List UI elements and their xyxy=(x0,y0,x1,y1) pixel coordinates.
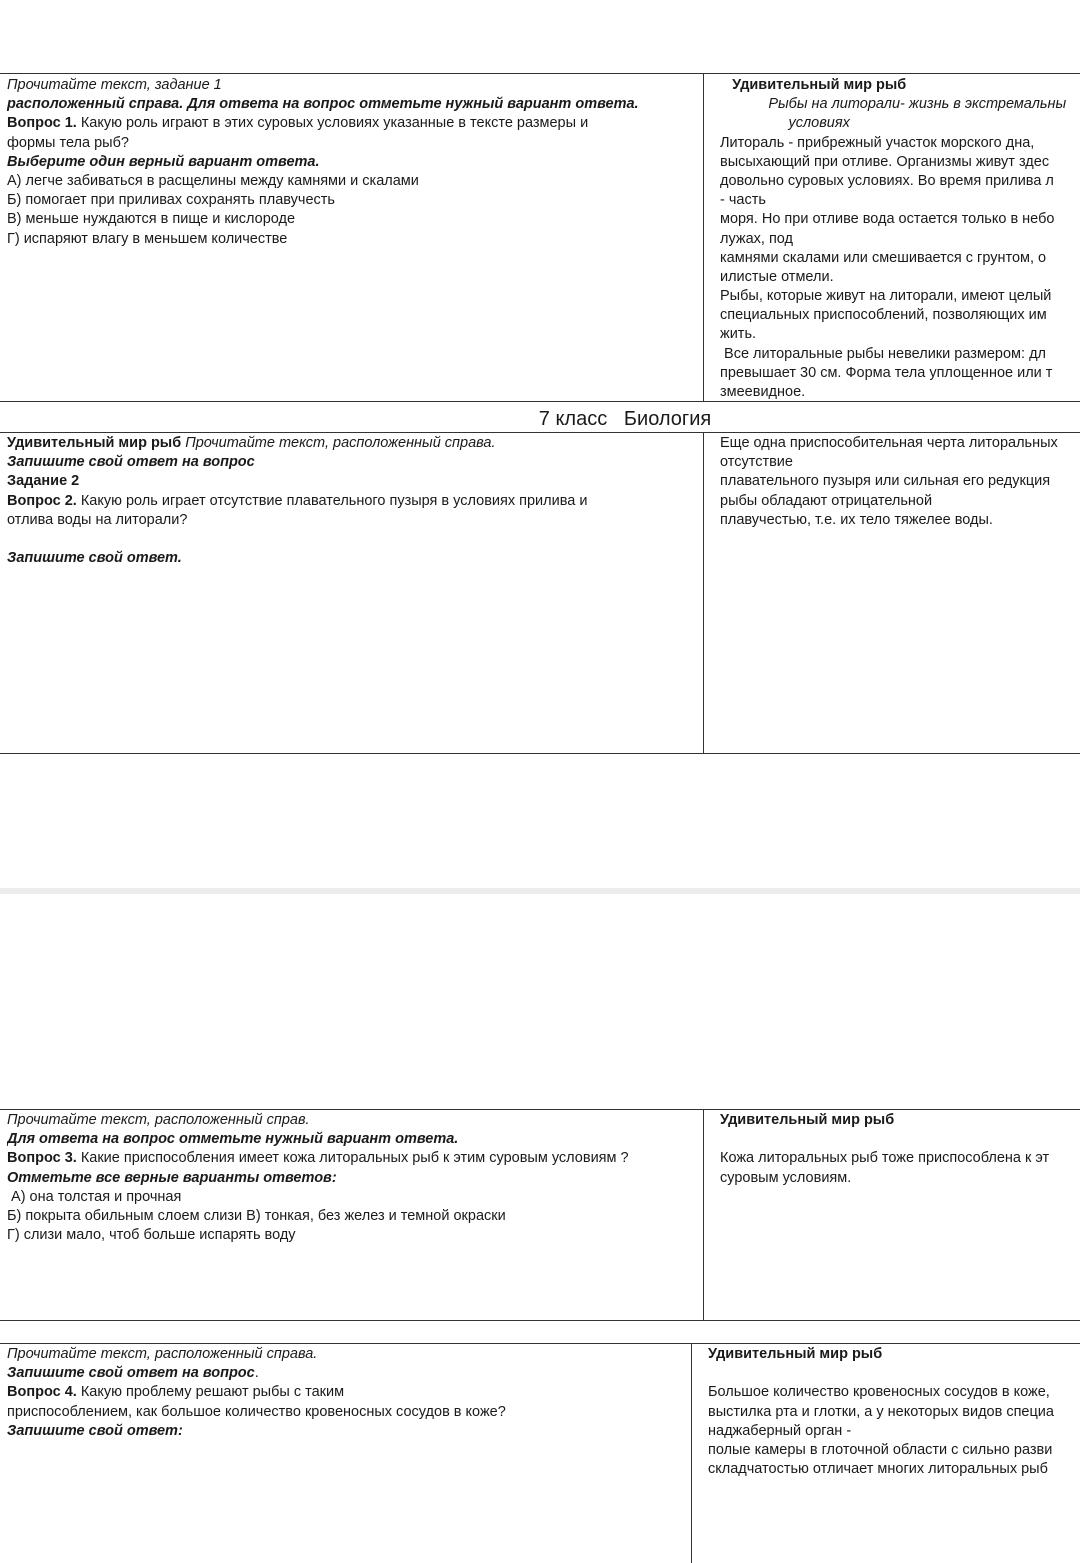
text-line xyxy=(720,511,1080,530)
text-line xyxy=(720,249,1080,268)
task-block-2 xyxy=(0,432,1080,754)
text-segment: Какие приспособления имеет кожа литоральных рыб к этим суровым условиям ? xyxy=(76,1150,629,1167)
text-segment: довольно суровых условиях. Во время прилива л xyxy=(720,172,1054,189)
text-segment: Удивительный мир рыб xyxy=(708,1346,883,1362)
text-segment: расположенный справа. Для ответа на вопрос отметьте нужный вариант ответа. xyxy=(7,96,639,113)
text-line xyxy=(7,191,697,210)
text-segment: Какую роль играют в этих суровых условиях указанные в тексте размеры и xyxy=(76,115,589,132)
text-segment: Запишите свой ответ: xyxy=(7,1422,183,1439)
text-line xyxy=(7,210,697,229)
text-segment: суровым условиям. xyxy=(720,1169,852,1186)
text-segment: Все литоральные рыбы невелики размером: дл xyxy=(720,345,1047,362)
page-separator xyxy=(0,888,1080,894)
text-segment: Рыбы на литорали- жизнь в экстремальны xyxy=(720,96,1067,113)
text-segment: формы тела рыб? xyxy=(7,134,129,151)
text-segment: Запишите свой ответ на вопрос xyxy=(7,1365,255,1382)
text-line xyxy=(7,134,697,153)
text-segment: Б) покрыта обильным слоем слизи В) тонкая, без желез и темной окраски xyxy=(7,1207,506,1224)
text-segment: Кожа литоральных рыб тоже приспособлена к эт xyxy=(720,1150,1050,1167)
text-line xyxy=(720,114,1080,133)
text-line xyxy=(7,511,697,530)
column-divider xyxy=(703,433,704,753)
text-segment: Вопрос 4. xyxy=(7,1384,77,1401)
text-line xyxy=(7,1149,697,1168)
text-line xyxy=(7,549,697,568)
column-divider xyxy=(703,1110,704,1320)
text-segment: рыбы обладают отрицательной xyxy=(720,492,933,509)
text-line xyxy=(7,1364,687,1383)
text-segment: специальных приспособлений, позволяющих им xyxy=(720,307,1047,324)
text-segment: Прочитайте текст, расположенный справ. xyxy=(7,1112,310,1128)
text-segment: Рыбы, которые живут на литорали, имеют целый xyxy=(720,288,1052,305)
column-divider xyxy=(703,74,704,401)
text-line xyxy=(720,287,1080,306)
text-line xyxy=(7,1226,697,1245)
text-line xyxy=(720,1130,1080,1149)
text-segment: плавательного пузыря или сильная его редукция xyxy=(720,473,1051,490)
text-segment: превышает 30 см. Форма тела уплощенное или т xyxy=(720,364,1053,381)
text-segment: отсутствие xyxy=(720,454,793,471)
text-line xyxy=(7,172,697,191)
text-line xyxy=(720,1169,1080,1188)
text-line xyxy=(7,492,697,511)
text-line xyxy=(7,530,697,549)
text-line xyxy=(720,364,1080,383)
text-segment: В) меньше нуждаются в пище и кислороде xyxy=(7,211,296,228)
text-line xyxy=(720,383,1080,401)
text-segment: змеевидное. xyxy=(720,384,806,400)
text-line xyxy=(7,434,697,453)
text-segment: Еще одна приспособительная черта литоральных xyxy=(720,435,1058,451)
text-segment: Задание 2 xyxy=(7,473,80,490)
text-line xyxy=(7,1111,697,1130)
task-block-4 xyxy=(0,1343,1080,1563)
text-line xyxy=(720,1111,1080,1130)
text-line xyxy=(7,114,697,133)
text-line xyxy=(708,1364,1080,1383)
text-line xyxy=(720,76,1080,95)
text-segment: выстилка рта и глотки, а у некоторых видов специа xyxy=(708,1403,1054,1420)
text-segment: жить. xyxy=(720,326,757,343)
question-cell xyxy=(7,434,697,753)
reading-text-cell xyxy=(720,434,1080,753)
text-line xyxy=(708,1460,1080,1479)
question-cell xyxy=(7,76,697,401)
text-line xyxy=(720,230,1080,249)
text-line xyxy=(7,1383,687,1402)
text-segment: Удивительный мир рыб xyxy=(720,77,907,93)
question-cell xyxy=(7,1111,697,1320)
text-segment: Для ответа на вопрос отметьте нужный вариант ответа. xyxy=(7,1131,459,1148)
text-line xyxy=(720,306,1080,325)
text-segment: высыхающий при отливе. Организмы живут здес xyxy=(720,153,1050,170)
text-segment: Прочитайте текст, расположенный справа. xyxy=(7,1346,318,1362)
text-line xyxy=(720,153,1080,172)
text-line xyxy=(7,1169,697,1188)
text-line xyxy=(720,472,1080,491)
text-segment: складчатостью отличает многих литоральных рыб xyxy=(708,1461,1048,1478)
text-line xyxy=(708,1422,1080,1441)
text-segment: Вопрос 3. xyxy=(7,1150,77,1167)
text-line xyxy=(7,153,697,172)
text-segment: полые камеры в глоточной области с сильно разви xyxy=(708,1441,1053,1458)
text-segment: Большое количество кровеносных сосудов в коже, xyxy=(708,1384,1050,1401)
text-line xyxy=(720,1149,1080,1168)
text-line xyxy=(720,268,1080,287)
text-segment: лужах, под xyxy=(720,230,794,247)
text-line xyxy=(708,1441,1080,1460)
text-line xyxy=(708,1383,1080,1402)
text-line xyxy=(720,191,1080,210)
text-line xyxy=(7,1207,697,1226)
question-cell xyxy=(7,1345,687,1563)
text-segment: Отметьте все верные варианты ответов: xyxy=(7,1169,337,1186)
text-segment: А) она толстая и прочная xyxy=(7,1188,182,1205)
task-block-1 xyxy=(0,73,1080,402)
text-line xyxy=(720,172,1080,191)
page-title: 7 класс Биология xyxy=(538,408,712,430)
text-line xyxy=(720,492,1080,511)
text-line xyxy=(720,134,1080,153)
text-segment: приспособлением, как большое количество кровеносных сосудов в коже? xyxy=(7,1403,506,1420)
reading-text-cell xyxy=(708,1345,1080,1563)
text-segment: Г) слизи мало, чтоб больше испарять воду xyxy=(7,1227,296,1244)
text-line xyxy=(720,345,1080,364)
text-line xyxy=(708,1403,1080,1422)
text-line xyxy=(720,95,1080,114)
text-segment: Какую роль играет отсутствие плавательного пузыря в условиях прилива и xyxy=(76,492,588,509)
text-segment: илистые отмели. xyxy=(720,268,834,285)
text-segment: Удивительный мир рыб xyxy=(7,435,186,451)
text-segment: Г) испаряют влагу в меньшем количестве xyxy=(7,230,288,247)
reading-text-cell xyxy=(720,1111,1080,1320)
text-line xyxy=(720,325,1080,344)
text-segment: отлива воды на литорали? xyxy=(7,511,188,528)
text-segment: Вопрос 2. xyxy=(7,492,77,509)
text-line xyxy=(7,453,697,472)
text-line xyxy=(720,210,1080,229)
text-segment: Прочитайте текст, задание 1 xyxy=(7,77,222,93)
text-segment: А) легче забиваться в расщелины между камнями и скалами xyxy=(7,172,419,189)
text-line xyxy=(7,95,697,114)
text-line xyxy=(7,1188,697,1207)
text-segment: - часть xyxy=(720,192,766,209)
text-line xyxy=(7,76,697,95)
text-segment: Литораль - прибрежный участок морского дна, xyxy=(720,134,1035,151)
text-segment: Какую проблему решают рыбы с таким xyxy=(76,1384,345,1401)
text-segment: . xyxy=(254,1365,259,1382)
text-segment: условиях xyxy=(720,115,850,132)
text-segment: Выберите один верный вариант ответа. xyxy=(7,153,320,170)
text-line xyxy=(7,1130,697,1149)
text-line xyxy=(720,434,1080,453)
text-segment: плавучестью, т.е. их тело тяжелее воды. xyxy=(720,511,993,528)
task-block-3 xyxy=(0,1109,1080,1321)
text-line xyxy=(720,453,1080,472)
text-segment: Прочитайте текст, расположенный справа. xyxy=(185,435,496,451)
text-segment: наджаберный орган - xyxy=(708,1422,852,1439)
column-divider xyxy=(691,1344,692,1563)
text-line xyxy=(7,1345,687,1364)
text-segment: моря. Но при отливе вода остается только в небо xyxy=(720,211,1055,228)
text-segment: Б) помогает при приливах сохранять плавучесть xyxy=(7,192,335,209)
text-line xyxy=(7,230,697,249)
text-line xyxy=(7,1422,687,1441)
reading-text-cell xyxy=(720,76,1080,401)
text-line xyxy=(708,1345,1080,1364)
text-line xyxy=(7,472,697,491)
text-segment: Вопрос 1. xyxy=(7,115,77,132)
text-segment: Запишите свой ответ на вопрос xyxy=(7,454,255,471)
text-segment: Запишите свой ответ. xyxy=(7,550,182,567)
text-segment: камнями скалами или смешивается с грунтом, о xyxy=(720,249,1047,266)
text-line xyxy=(7,1403,687,1422)
text-segment: Удивительный мир рыб xyxy=(720,1112,895,1128)
